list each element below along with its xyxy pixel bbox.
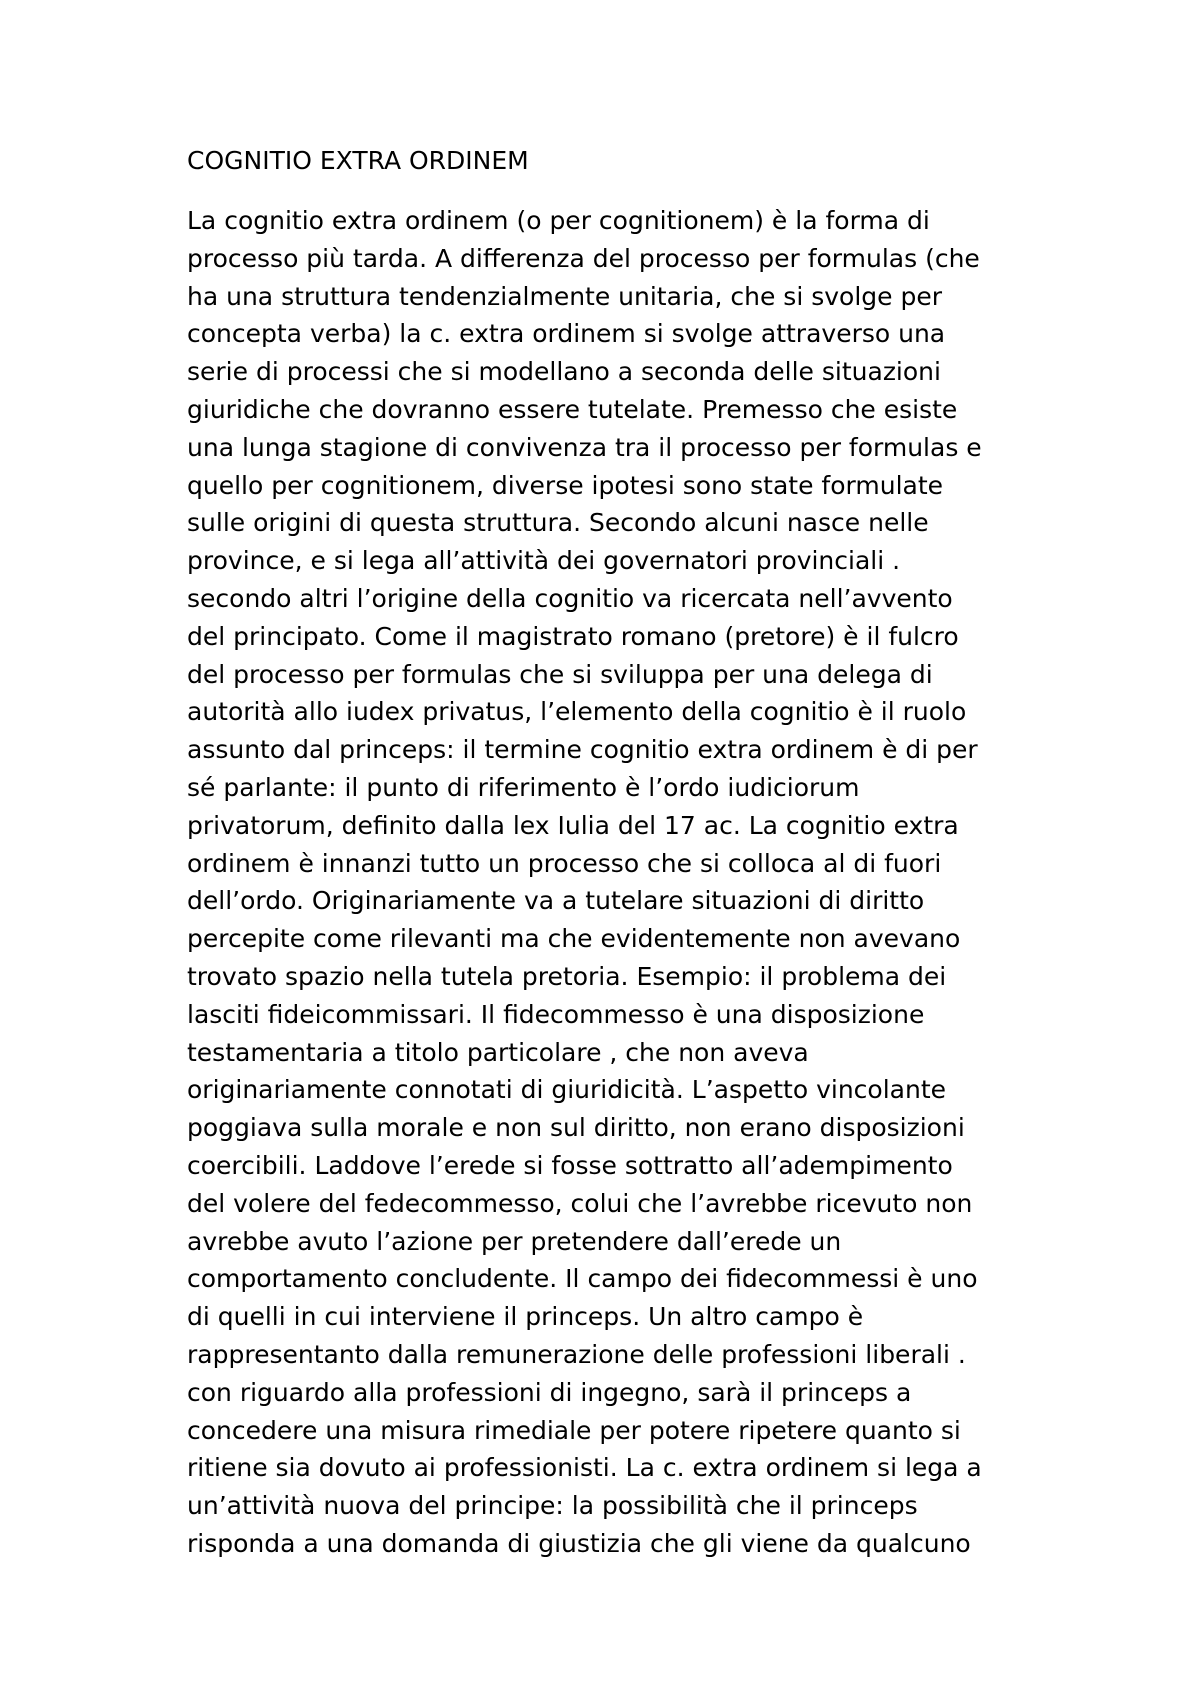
document-page	[187, 146, 1127, 1563]
body-line: secondo altri l’origine della cognitio va ricercata nell’avvento	[187, 583, 953, 613]
body-line: trovato spazio nella tutela pretoria. Esempio: il problema dei	[187, 961, 947, 991]
body-line: lasciti fideicommissari. Il fidecommesso è una disposizione	[187, 999, 925, 1029]
body-line: assunto dal princeps: il termine cognitio extra ordinem è di per	[187, 735, 978, 765]
body-line: di quelli in cui interviene il princeps. Un altro campo è	[187, 1302, 864, 1332]
body-line: poggiava sulla morale e non sul diritto, non erano disposizioni	[187, 1113, 965, 1143]
body-line: rappresentanto dalla remunerazione delle professioni liberali .	[187, 1339, 966, 1369]
body-line: sé parlante: il punto di riferimento è l’ordo iudiciorum	[187, 772, 860, 802]
body-line: province, e si lega all’attività dei governatori provinciali .	[187, 546, 901, 576]
body-line: risponda a una domanda di giustizia che gli viene da qualcuno	[187, 1528, 971, 1558]
document-body	[187, 202, 1127, 1563]
body-line: del processo per formulas che si sviluppa per una delega di	[187, 659, 933, 689]
body-line: del principato. Come il magistrato romano (pretore) è il fulcro	[187, 621, 959, 651]
body-line: comportamento concludente. Il campo dei fidecommessi è uno	[187, 1264, 978, 1294]
body-line: ordinem è innanzi tutto un processo che si colloca al di fuori	[187, 848, 942, 878]
body-line: una lunga stagione di convivenza tra il processo per formulas e	[187, 432, 982, 462]
body-line: giuridiche che dovranno essere tutelate. Premesso che esiste	[187, 394, 958, 424]
body-line: privatorum, definito dalla lex Iulia del 17 ac. La cognitio extra	[187, 810, 959, 840]
document-title: COGNITIO EXTRA ORDINEM	[187, 146, 529, 175]
body-line: con riguardo alla professioni di ingegno, sarà il princeps a	[187, 1377, 912, 1407]
body-line: avrebbe avuto l’azione per pretendere dall’erede un	[187, 1226, 842, 1256]
body-line: del volere del fedecommesso, colui che l’avrebbe ricevuto non	[187, 1188, 973, 1218]
body-line: coercibili. Laddove l’erede si fosse sottratto all’adempimento	[187, 1150, 953, 1180]
body-line: autorità allo iudex privatus, l’elemento della cognitio è il ruolo	[187, 697, 967, 727]
body-line: concedere una misura rimediale per potere ripetere quanto si	[187, 1415, 961, 1445]
body-line: processo più tarda. A differenza del processo per formulas (che	[187, 243, 980, 273]
body-line: un’attività nuova del principe: la possibilità che il princeps	[187, 1491, 918, 1521]
body-line: dell’ordo. Originariamente va a tutelare situazioni di diritto	[187, 886, 925, 916]
body-line: La cognitio extra ordinem (o per cognitionem) è la forma di	[187, 206, 930, 235]
body-line: concepta verba) la c. extra ordinem si svolge attraverso una	[187, 319, 946, 349]
body-line: quello per cognitionem, diverse ipotesi sono state formulate	[187, 470, 944, 500]
body-line: originariamente connotati di giuridicità. L’aspetto vincolante	[187, 1075, 946, 1105]
body-line: percepite come rilevanti ma che evidentemente non avevano	[187, 924, 961, 954]
body-line: ritiene sia dovuto ai professionisti. La c. extra ordinem si lega a	[187, 1453, 982, 1483]
body-line: ha una struttura tendenzialmente unitaria, che si svolge per	[187, 281, 942, 311]
body-line: sulle origini di questa struttura. Secondo alcuni nasce nelle	[187, 508, 929, 538]
body-line: testamentaria a titolo particolare , che non aveva	[187, 1037, 809, 1067]
body-line: serie di processi che si modellano a seconda delle situazioni	[187, 357, 941, 387]
